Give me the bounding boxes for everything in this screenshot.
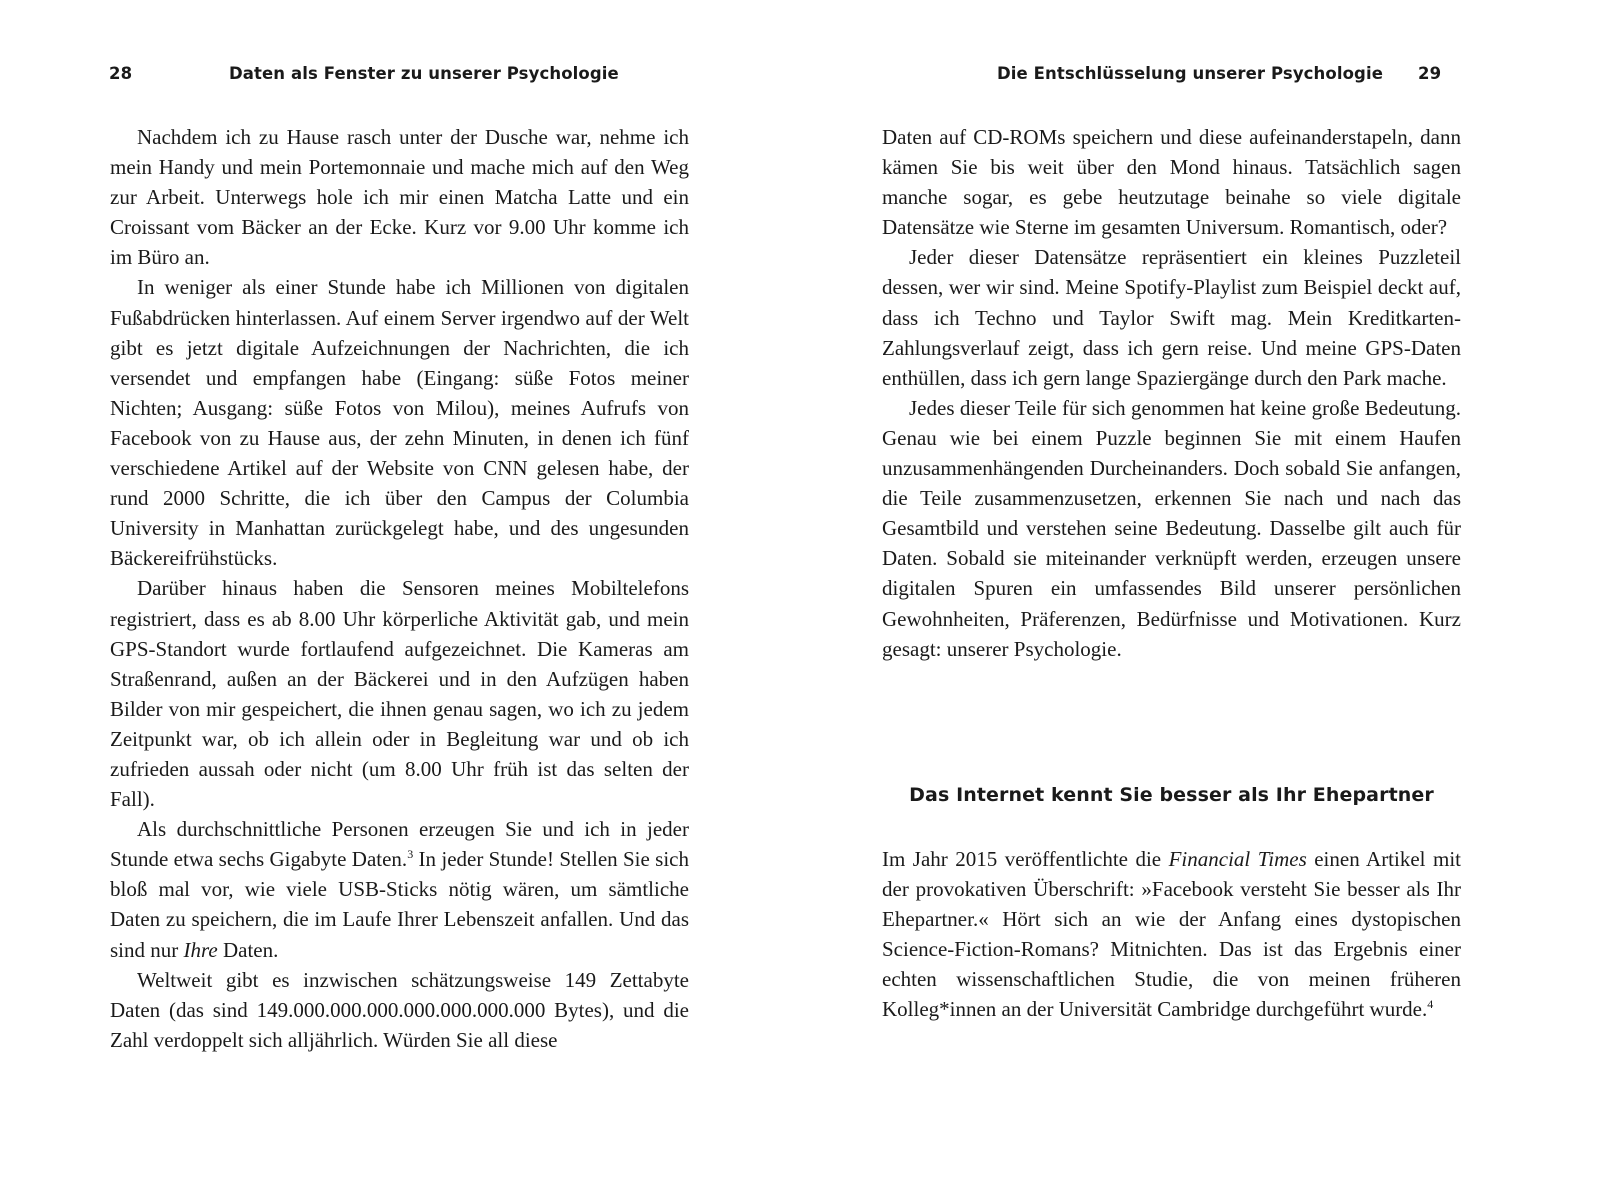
paragraph-text: Im Jahr 2015 veröffentlichte die (882, 847, 1169, 871)
running-head: Die Entschlüsselung unserer Psychologie (997, 64, 1383, 83)
body-text (110, 122, 689, 1055)
paragraph: Nachdem ich zu Hause rasch unter der Dusche war, nehme ich mein Handy und mein Portemonnaie und mache mich auf den Weg zur Arbeit. Unterwegs hole ich mir einen Matcha Latte und ein Croissant vom Bäcker an der Ecke. Kurz vor 9.00 Uhr komme ich im Büro an. (110, 125, 689, 270)
paragraph (882, 844, 1461, 1025)
page-number: 28 (109, 64, 133, 83)
paragraph-text: einen Artikel mit der provokativen Überschrift: »Facebook versteht Sie besser als Ihr Ehepartner.« Hört sich an wie der Anfang eines dystopischen Science-Fiction-Romans? Mitnichten. Das ist das Ergebnis einer echten wissenschaftlichen Studie, die von meinen früheren Kolleg*innen an der Universität Cambridge durchgeführt wurde. (882, 847, 1461, 1022)
emphasis: Financial Times (1168, 847, 1307, 871)
section-heading: Das Internet kennt Sie besser als Ihr Ehepartner (909, 784, 1434, 806)
section-body-text (882, 844, 1461, 1025)
footnote-marker: 4 (1427, 997, 1434, 1012)
paragraph: In weniger als einer Stunde habe ich Millionen von digitalen Fußabdrücken hinterlassen. Auf einem Server irgendwo auf der Welt gibt es jetzt digitale Aufzeichnungen der Nachrichten, die ich versendet und empfangen habe (Eingang: süße Fotos meiner Nichten; Ausgang: süße Fotos von Milou), meines Aufrufs von Facebook von zu Hause aus, der zehn Minuten, in denen ich fünf verschiedene Artikel auf der Website von CNN gelesen habe, der rund 2000 Schritte, die ich über den Campus der Columbia University in Manhattan zurückgelegt habe, und des ungesunden Bäckereifrühstücks. (110, 275, 689, 571)
running-head: Daten als Fenster zu unserer Psychologie (229, 64, 619, 83)
paragraph: Daten auf CD-ROMs speichern und diese aufeinanderstapeln, dann kämen Sie bis weit über den Mond hinaus. Tatsächlich sagen manche sogar, es gebe heutzutage beinahe so viele digitale Datensätze wie Sterne im gesamten Universum. Romantisch, oder? (882, 125, 1461, 240)
paragraph: Darüber hinaus haben die Sensoren meines Mobiltelefons registriert, dass es ab 8.00 Uhr körperliche Aktivität gab, und mein GPS-Standort wurde fortlaufend aufgezeichnet. Die Kameras am Straßenrand, außen an der Bäckerei und in den Aufzügen haben Bilder von mir gespeichert, die ihnen genau sagen, wo ich zu jedem Zeitpunkt war, ob ich allein oder in Begleitung war und ob ich zufrieden aussah oder nicht (um 8.00 Uhr früh ist das selten der Fall). (110, 576, 689, 812)
emphasis: Ihre (183, 937, 218, 962)
paragraph-text: In jeder Stunde! Stellen Sie sich bloß mal vor, wie viele USB-Sticks nötig wären, um sämtliche Daten zu speichern, die im Laufe Ihrer Lebenszeit anfallen. Und das sind nur (110, 847, 689, 962)
paragraph: Jedes dieser Teile für sich genommen hat keine große Bedeutung. Genau wie bei einem Puzzle beginnen Sie mit einem Haufen unzusammenhängenden Durcheinanders. Doch sobald Sie anfangen, die Teile zusammenzusetzen, erkennen Sie nach und nach das Gesamtbild und verstehen seine Bedeutung. Dasselbe gilt auch für Daten. Sobald sie miteinander verknüpft werden, erzeugen unsere digitalen Spuren ein umfassendes Bild unserer persönlichen Gewohnheiten, Präferenzen, Bedürfnisse und Motivationen. Kurz gesagt: unserer Psychologie. (882, 395, 1461, 661)
paragraph-text: Daten. (217, 937, 279, 962)
paragraph (110, 814, 689, 964)
paragraph: Weltweit gibt es inzwischen schätzungsweise 149 Zettabyte Daten (das sind 149.000.000.000.000.000.000.000 Bytes), und die Zahl verdoppelt sich alljährlich. Würden Sie all diese (110, 967, 689, 1052)
paragraph: Jeder dieser Datensätze repräsentiert ein kleines Puzzleteil dessen, wer wir sind. Meine Spotify-Playlist zum Beispiel deckt auf, dass ich Techno und Taylor Swift mag. Mein Kreditkarten-Zahlungsverlauf zeigt, dass ich gern reise. Und meine GPS-Daten enthüllen, dass ich gern lange Spaziergänge durch den Park mache. (882, 245, 1461, 390)
body-text (882, 122, 1461, 664)
page-number: 29 (1418, 64, 1442, 83)
footnote-marker: 3 (407, 847, 414, 862)
right-page (800, 0, 1600, 1186)
paragraph-text: Als durchschnittliche Personen erzeugen Sie und ich in jeder Stunde etwa sechs Gigabyte Daten. (110, 817, 689, 872)
